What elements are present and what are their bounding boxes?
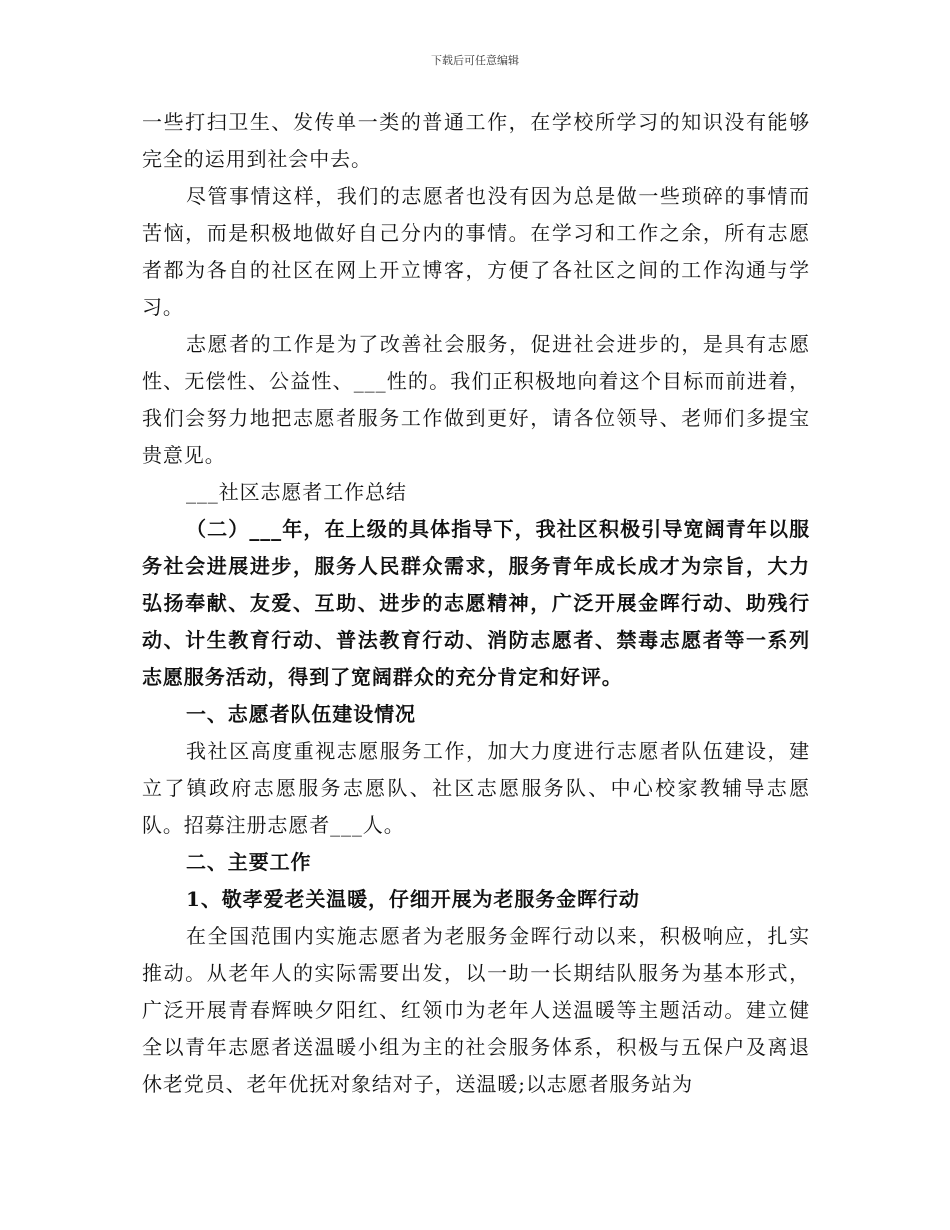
section-heading-team-building: 一、志愿者队伍建设情况: [186, 702, 416, 726]
subsection-heading-elder-service: 1、敬孝爱老关温暖，仔细开展为老服务金晖行动: [186, 887, 640, 911]
section-heading-main-work: 二、主要工作: [186, 850, 312, 874]
paragraph-team-building: 我社区高度重视志愿服务工作，加大力度进行志愿者队伍建设，建立了镇政府志愿服务志愿队、社区志愿服务队、中心校家教辅导志愿队。招募注册志愿者___人。: [142, 739, 810, 837]
paragraph-elder-service: 在全国范围内实施志愿者为老服务金晖行动以来，积极响应，扎实推动。从老年人的实际需要出发，以一助一长期结队服务为基本形式，广泛开展青春辉映夕阳红、红领巾为老年人送温暖等主题活动。建立健全以青年志愿者送温暖小组为主的社会服务体系，积极与五保户及离退休老党员、老年优抚对象结对子，送温暖;以志愿者服务站为: [142, 924, 810, 1096]
document-body: [142, 104, 810, 1103]
page-header: 下载后可任意编辑: [431, 54, 519, 67]
paragraph-intro-bold: （二）___年，在上级的具体指导下，我社区积极引导宽阔青年以服务社会进展进步，服务人民群众需求，服务青年成长成才为宗旨，大力弘扬奉献、友爱、互助、进步的志愿精神，广泛开展金晖行动、助残行动、计生教育行动、普法教育行动、消防志愿者、禁毒志愿者等一系列志愿服务活动，得到了宽阔群众的充分肯定和好评。: [142, 517, 810, 689]
document-subtitle: ___社区志愿者工作总结: [186, 480, 407, 504]
paragraph-continuation: 一些打扫卫生、发传单一类的普通工作，在学校所学习的知识没有能够完全的运用到社会中去。: [142, 110, 810, 171]
paragraph-volunteer-purpose: 志愿者的工作是为了改善社会服务，促进社会进步的，是具有志愿性、无偿性、公益性、___性的。我们正积极地向着这个目标而前进着，我们会努力地把志愿者服务工作做到更好，请各位领导、老师们多提宝贵意见。: [142, 332, 810, 467]
paragraph-volunteer-attitude: 尽管事情这样，我们的志愿者也没有因为总是做一些琐碎的事情而苦恼，而是积极地做好自己分内的事情。在学习和工作之余，所有志愿者都为各自的社区在网上开立博客，方便了各社区之间的工作沟通与学习。: [142, 184, 810, 319]
